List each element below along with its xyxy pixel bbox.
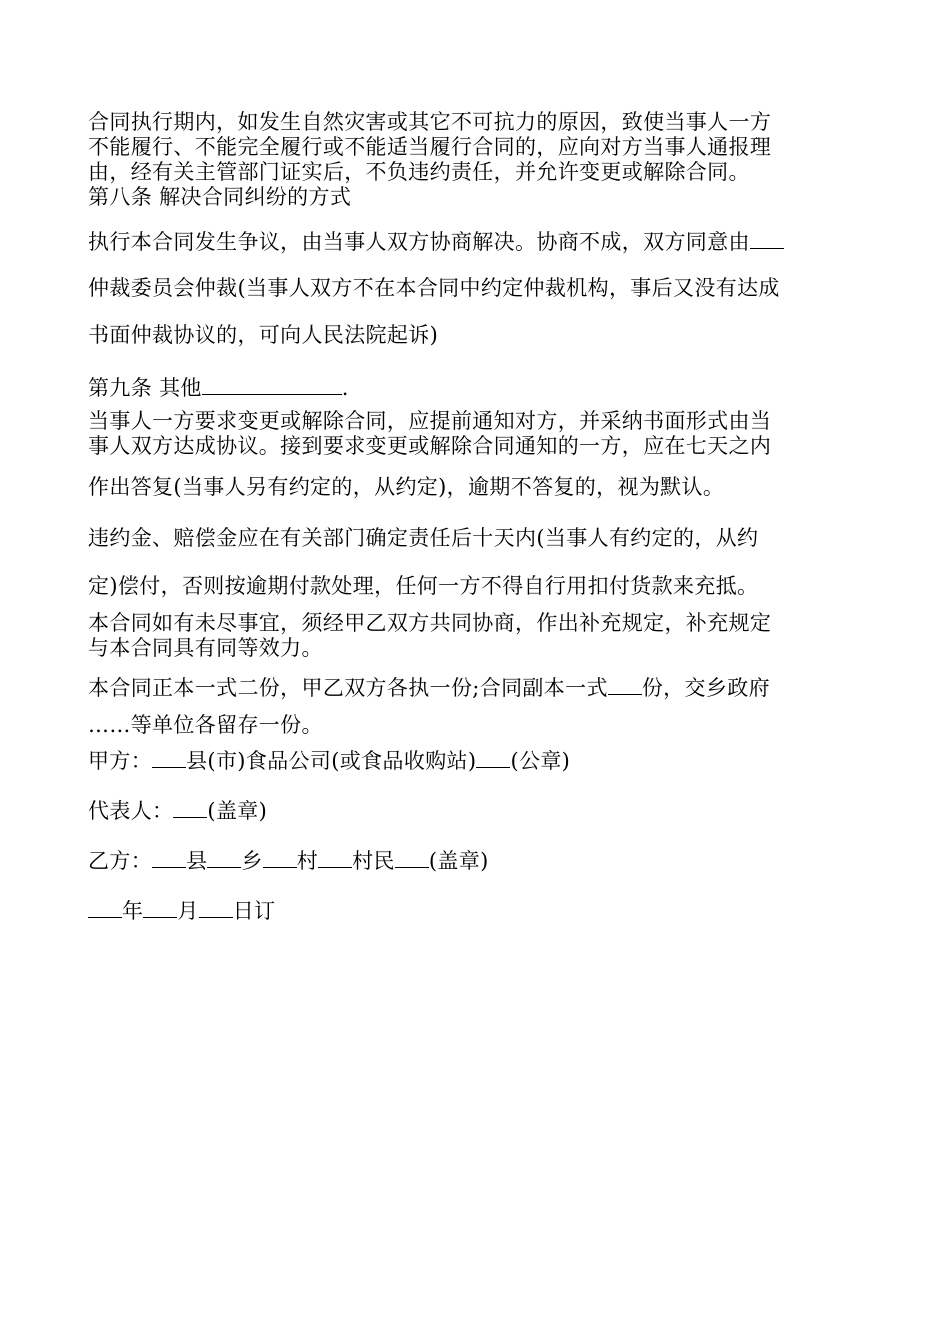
fill-blank <box>750 247 784 249</box>
party-b-seal: (盖章) <box>428 849 489 873</box>
fill-blank <box>202 393 342 395</box>
text-line: 合同执行期内，如发生自然灾害或其它不可抗力的原因，致使当事人一方 <box>88 110 772 134</box>
party-b-signature <box>88 845 868 875</box>
day-text: 日订 <box>232 899 276 923</box>
village-text: 村 <box>296 849 319 873</box>
party-a-seal: (公章) <box>510 749 571 773</box>
article-9-end: . <box>341 376 349 400</box>
representative-label: 代表人： <box>88 799 174 823</box>
article-8-title: 第八条 解决合同纠纷的方式 <box>88 185 352 209</box>
county-text: 县 <box>186 849 208 873</box>
text-line: 由，经有关主管部门证实后，不负违约责任，并允许变更或解除合同。 <box>88 160 750 184</box>
fill-blank <box>395 866 429 868</box>
party-a-signature <box>88 745 868 775</box>
year-text: 年 <box>122 899 144 923</box>
copies-line-2: ……等单位各留存一份。 <box>88 713 323 737</box>
month-text: 月 <box>177 899 199 923</box>
fill-blank <box>476 766 510 768</box>
fill-blank <box>173 816 207 818</box>
article-9-label: 第九条 其他 <box>88 376 202 400</box>
text-line: 本合同如有未尽事宜，须经甲乙双方共同协商，作出补充规定，补充规定 <box>88 611 772 635</box>
fill-blank <box>263 866 297 868</box>
text-segment: 执行本合同发生争议，由当事人双方协商解决。协商不成，双方同意由 <box>88 230 750 254</box>
fill-blank <box>152 766 186 768</box>
dispute-line-1 <box>88 226 868 256</box>
reply-line: 作出答复(当事人另有约定的，从约定)，逾期不答复的，视为默认。 <box>88 475 725 499</box>
text-line: 不能履行、不能完全履行或不能适当履行合同的，应向对方当事人通报理 <box>88 135 772 159</box>
dispute-line-3: 书面仲裁协议的，可向人民法院起诉) <box>88 323 439 347</box>
text-line: 与本合同具有同等效力。 <box>88 636 323 660</box>
representative-seal: (盖章) <box>207 799 268 823</box>
dispute-line-2: 仲裁委员会仲裁(当事人双方不在本合同中约定仲裁机构，事后又没有达成 <box>88 276 780 300</box>
party-b-label: 乙方： <box>88 849 153 873</box>
text-segment: 本合同正本一式二份，甲乙双方各执一份;合同副本一式 <box>88 676 608 700</box>
fill-blank <box>199 916 233 918</box>
fill-blank <box>143 916 177 918</box>
fill-blank <box>88 916 122 918</box>
force-majeure-paragraph <box>88 110 868 185</box>
villager-text: 村民 <box>352 849 395 873</box>
representative-signature <box>88 795 868 825</box>
supplement-paragraph <box>88 611 868 661</box>
party-a-label: 甲方： <box>88 749 153 773</box>
change-paragraph <box>88 409 868 459</box>
fill-blank <box>608 693 642 695</box>
fill-blank <box>152 866 186 868</box>
party-a-org: 县(市)食品公司(或食品收购站) <box>186 749 477 773</box>
township-text: 乡 <box>241 849 263 873</box>
fill-blank <box>207 866 241 868</box>
penalty-line-1: 违约金、赔偿金应在有关部门确定责任后十天内(当事人有约定的，从约 <box>88 526 759 550</box>
article-9 <box>88 372 868 402</box>
text-line: 事人双方达成协议。接到要求变更或解除合同通知的一方，应在七天之内 <box>88 434 772 458</box>
text-segment: 份，交乡政府 <box>641 676 770 700</box>
penalty-line-2: 定)偿付，否则按逾期付款处理，任何一方不得自行用扣付货款来充抵。 <box>88 574 759 598</box>
fill-blank <box>318 866 352 868</box>
text-line: 当事人一方要求变更或解除合同，应提前通知对方，并采纳书面形式由当 <box>88 409 772 433</box>
signing-date <box>88 895 868 925</box>
copies-line-1 <box>88 672 868 702</box>
